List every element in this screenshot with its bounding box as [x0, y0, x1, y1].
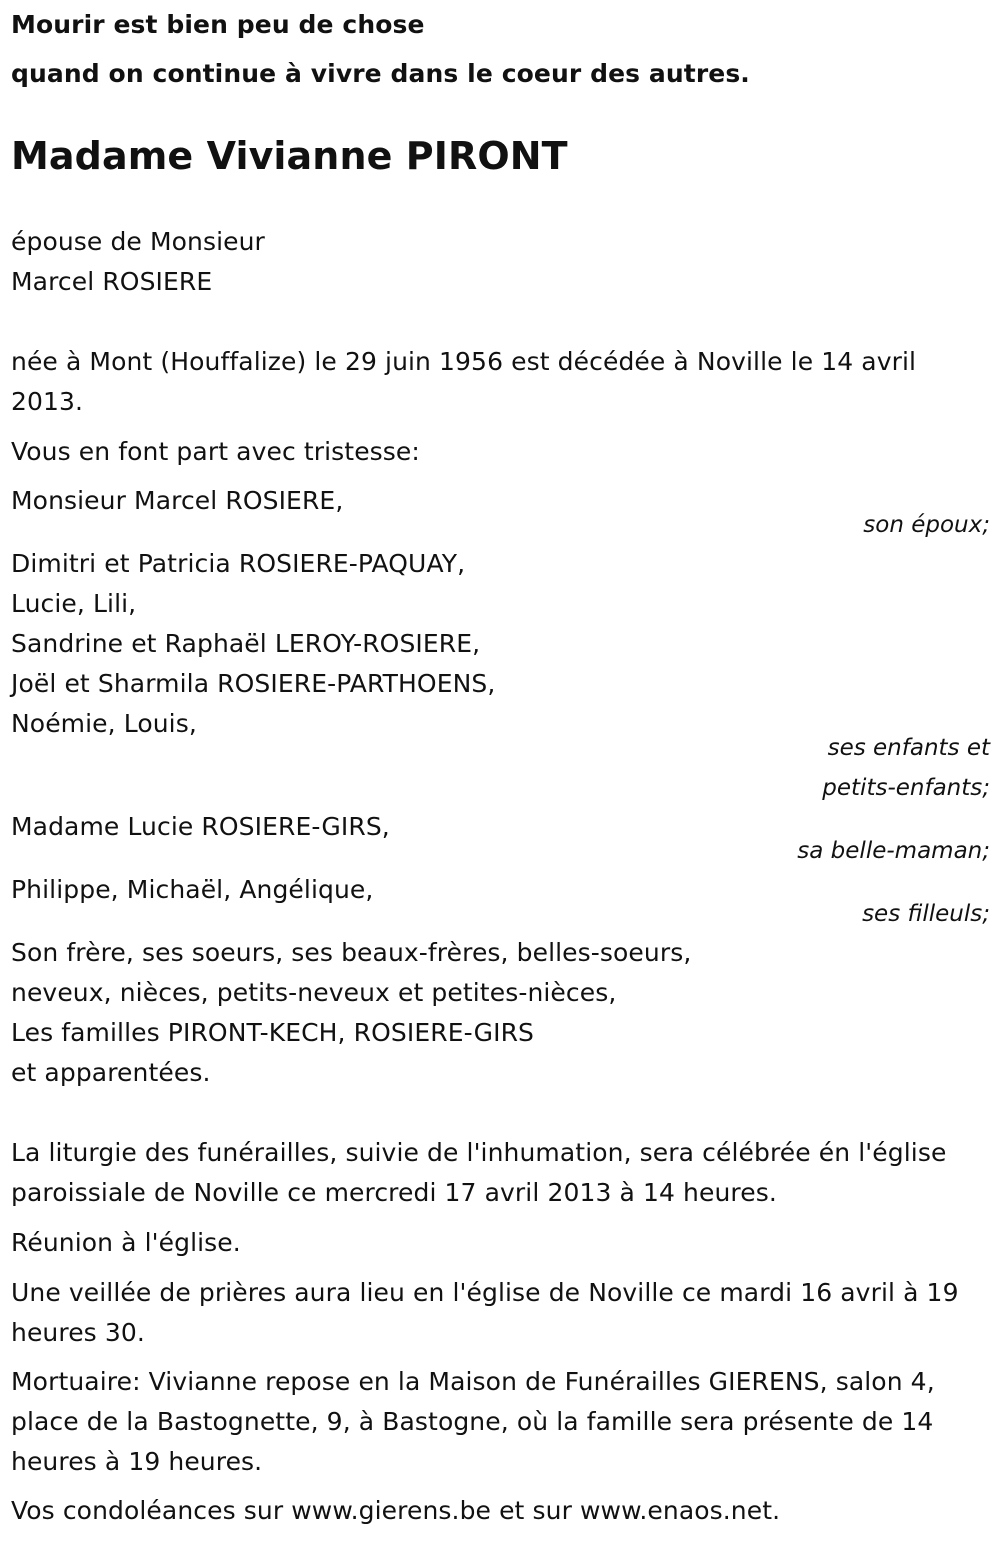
extended-family-line: Les familles PIRONT-KECH, ROSIERE-GIRS: [11, 1018, 535, 1047]
vigil-line-2: heures 30.: [11, 1318, 145, 1347]
vigil-line-1: Une veillée de prières aura lieu en l'église de Noville ce mardi 16 avril à 19: [11, 1278, 959, 1307]
meeting-note: Réunion à l'église.: [11, 1228, 241, 1257]
family-role: ses filleuls;: [862, 901, 990, 927]
family-member: Noémie, Louis,: [11, 709, 197, 738]
family-member: Joël et Sharmila ROSIERE-PARTHOENS,: [11, 669, 496, 698]
family-member: Lucie, Lili,: [11, 589, 137, 618]
extended-family-line: neveux, nièces, petits-neveux et petites-nièces,: [11, 978, 617, 1007]
birth-death-line-2: 2013.: [11, 387, 84, 416]
extended-family-line: et apparentées.: [11, 1058, 211, 1087]
quote-line-1: Mourir est bien peu de chose: [11, 10, 425, 39]
spouse-line-2: Marcel ROSIERE: [11, 267, 213, 296]
liturgy-line-2: paroissiale de Noville ce mercredi 17 avril 2013 à 14 heures.: [11, 1178, 777, 1207]
family-member: Philippe, Michaël, Angélique,: [11, 875, 374, 904]
mortuary-line-1: Mortuaire: Vivianne repose en la Maison de Funérailles GIERENS, salon 4,: [11, 1367, 935, 1396]
spouse-line-1: épouse de Monsieur: [11, 227, 265, 256]
family-member: Dimitri et Patricia ROSIERE-PAQUAY,: [11, 549, 466, 578]
extended-family-line: Son frère, ses soeurs, ses beaux-frères, belles-soeurs,: [11, 938, 692, 967]
mortuary-line-2: place de la Bastognette, 9, à Bastogne, où la famille sera présente de 14: [11, 1407, 934, 1436]
family-role: petits-enfants;: [822, 775, 990, 801]
family-role: ses enfants et: [827, 735, 990, 761]
announcement-intro: Vous en font part avec tristesse:: [11, 437, 420, 466]
birth-death-line-1: née à Mont (Houffalize) le 29 juin 1956 est décédée à Noville le 14 avril: [11, 347, 917, 376]
quote-line-2: quand on continue à vivre dans le coeur des autres.: [11, 59, 750, 88]
mortuary-line-3: heures à 19 heures.: [11, 1447, 263, 1476]
family-role: sa belle-maman;: [797, 838, 990, 864]
family-role: son époux;: [863, 512, 990, 538]
family-member: Sandrine et Raphaël LEROY-ROSIERE,: [11, 629, 481, 658]
liturgy-line-1: La liturgie des funérailles, suivie de l'inhumation, sera célébrée én l'église: [11, 1138, 947, 1167]
family-member: Madame Lucie ROSIERE-GIRS,: [11, 812, 390, 841]
family-member: Monsieur Marcel ROSIERE,: [11, 486, 344, 515]
deceased-name: Madame Vivianne PIRONT: [11, 134, 568, 178]
condolences-line: Vos condoléances sur www.gierens.be et sur www.enaos.net.: [11, 1496, 781, 1525]
